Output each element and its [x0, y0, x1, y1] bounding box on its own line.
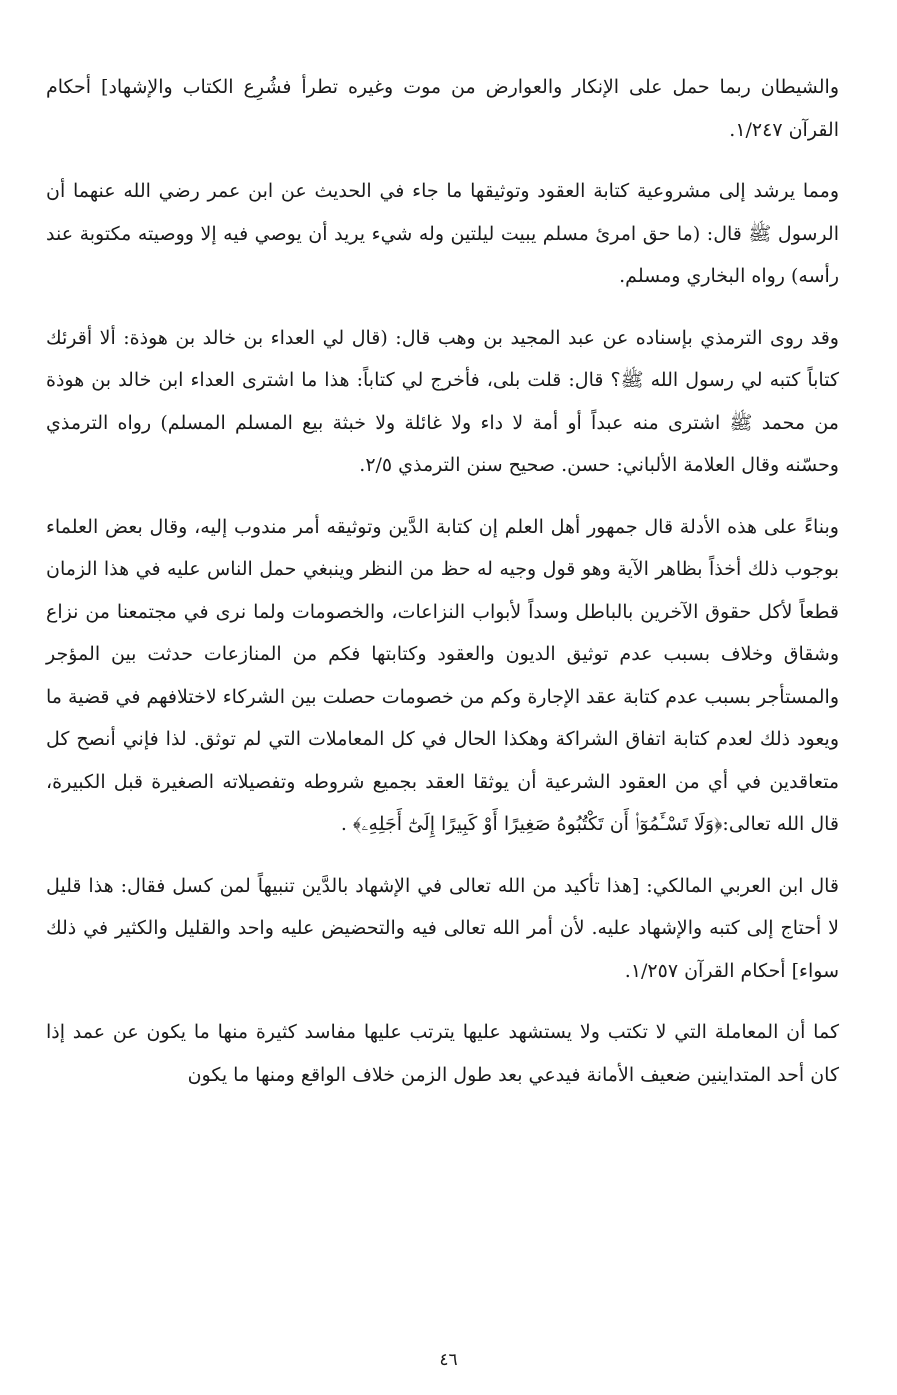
paragraph-6-text: كما أن المعاملة التي لا تكتب ولا يستشهد عليها يترتب عليها مفاسد كثيرة منها ما يكون عن عمد إذا كان أحد المتداينين ضعيف الأمانة فيدعي بعد طول الزمن خلاف الواقع ومنها ما يكون	[46, 1021, 839, 1086]
paragraph-5-text: قال ابن العربي المالكي: [هذا تأكيد من الله تعالى في الإشهاد بالدَّين تنبيهاً لمن كسل فقال: هذا قليل لا أحتاج إلى كتبه والإشهاد عليه. لأن أمر الله تعالى فيه والتحضيض عليه واحد والقليل والكثير في ذلك سواء] أحكام القرآن ١/٢٥٧.	[46, 874, 839, 982]
paragraph-3-text: وقد روى الترمذي بإسناده عن عبد المجيد بن وهب قال: (قال لي العداء بن خالد بن هوذة: ألا أقرئك كتاباً كتبه لي رسول الله ﷺ؟ قال: قلت بلى، فأخرج لي كتاباً: هذا ما اشترى العداء ابن خالد بن هوذة من محمد ﷺ اشترى منه عبداً أو أمة لا داء ولا غائلة ولا خبثة بيع المسلم المسلم) رواه الترمذي وحسّنه وقال العلامة الألباني: حسن. صحيح سنن الترمذي ٢/٥.	[46, 326, 839, 476]
page-number: ٤٦	[439, 1350, 458, 1370]
paragraph-4-end: .	[340, 813, 353, 835]
quran-verse: ﴿وَلَا تَسْـَٔمُوٓا۟ أَن تَكْتُبُوهُ صَغِيرًا أَوْ كَبِيرًا إِلَىٰٓ أَجَلِهِۦ﴾	[352, 813, 723, 835]
paragraph-4-text: وبناءً على هذه الأدلة قال جمهور أهل العلم إن كتابة الدَّين وتوثيقه أمر مندوب إليه، وقال بعض العلماء بوجوب ذلك أخذاً بظاهر الآية وهو قول وجيه له حظ من النظر وينبغي حمل الناس عليه في هذا الزمان قطعاً لأكل حقوق الآخرين بالباطل وسداً لأبواب النزاعات، والخصومات ولما نرى في مجتمعنا من نزاع وشقاق وخلاف بسبب عدم توثيق الديون والعقود وكتابتها فكم من المنازعات حدثت بين المؤجر والمستأجر بسبب عدم كتابة عقد الإجارة وكم من خصومات حصلت بين الشركاء لاختلافهم في قضية ما ويعود ذلك لعدم كتابة اتفاق الشراكة وهكذا الحال في كل المعاملات التي لم توثق. لذا فإني أنصح كل متعاقدين في أي من العقود الشرعية أن يوثقا العقد بجميع شروطه وتفصيلاته الصغيرة قبل الكبيرة، قال الله تعالى:	[46, 515, 839, 835]
paragraph-2	[46, 170, 839, 298]
paragraph-2-text: ومما يرشد إلى مشروعية كتابة العقود وتوثيقها ما جاء في الحديث عن ابن عمر رضي الله عنهما أن الرسول ﷺ قال: (ما حق امرئ مسلم يبيت ليلتين وله شيء يريد أن يوصي فيه إلا ووصيته مكتوبة عند رأسه) رواه البخاري ومسلم.	[46, 180, 839, 287]
paragraph-4	[46, 506, 839, 846]
page-body	[46, 66, 839, 1096]
paragraph-6	[46, 1011, 839, 1096]
paragraph-1	[46, 66, 839, 151]
paragraph-5	[46, 865, 839, 993]
paragraph-1-text: والشيطان ربما حمل على الإنكار والعوارض من موت وغيره تطرأ فشُرِع الكتاب والإشهاد] أحكام القرآن ١/٢٤٧.	[46, 76, 839, 141]
paragraph-3	[46, 317, 839, 487]
